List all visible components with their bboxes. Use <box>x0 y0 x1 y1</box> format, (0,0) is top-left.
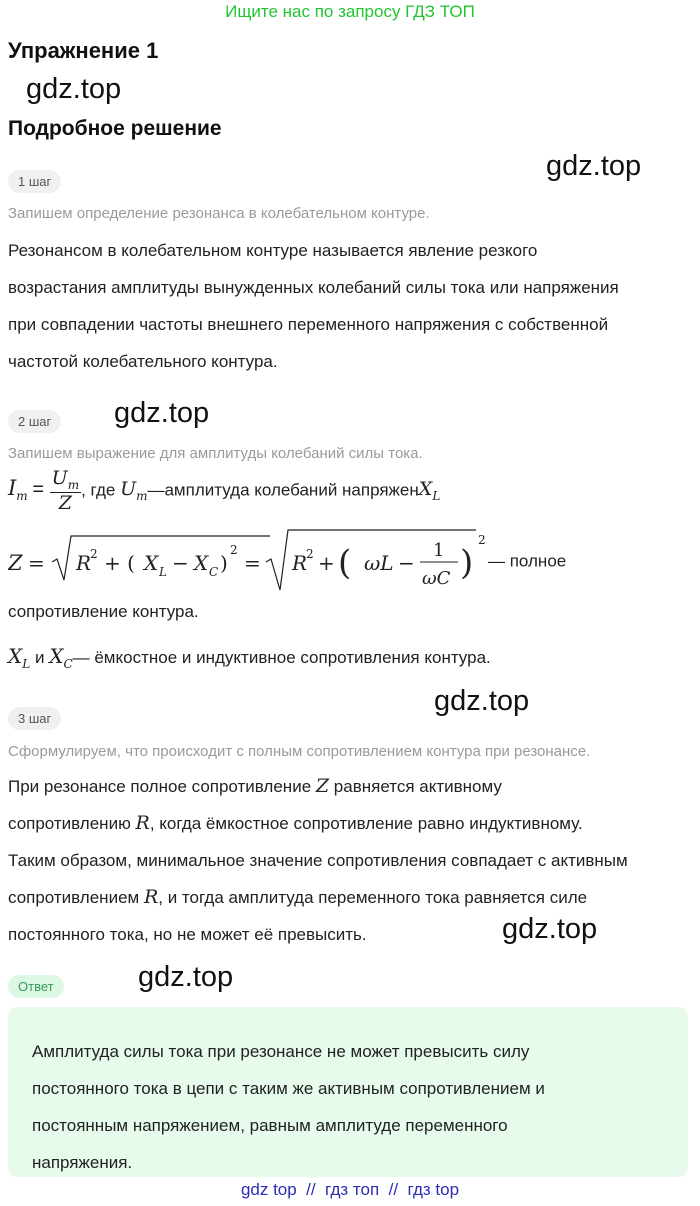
impedance-formula-svg <box>8 528 488 596</box>
watermark: gdz.top <box>114 397 210 429</box>
formula-impedance-cont: сопротивление контура. <box>8 602 199 621</box>
svg-text:X: X <box>194 551 209 575</box>
svg-text:ωC: ωC <box>422 568 451 589</box>
svg-text:R: R <box>292 551 308 575</box>
svg-text:+ (: + ( <box>104 551 135 575</box>
svg-text:−: − <box>398 551 415 575</box>
step-text-1 <box>8 232 694 380</box>
svg-text:X: X <box>144 551 159 575</box>
text-line: Резонансом в колебательном контуре называется явление резкого <box>8 241 538 260</box>
text-line: при совпадении частоты внешнего переменного напряжения с собственной <box>8 315 609 334</box>
watermark: gdz.top <box>26 73 122 105</box>
text-line: сопротивлением R, и тогда амплитуда переменного тока равняется силе <box>8 886 588 908</box>
text-line: постоянного тока, но не может её превысить. <box>8 925 367 944</box>
svg-text:2: 2 <box>306 547 314 561</box>
text-line: сопротивлению R, когда ёмкостное сопротивление равно индуктивному. <box>8 812 583 834</box>
text-line: напряжения. <box>32 1153 133 1172</box>
svg-text:R: R <box>76 551 92 575</box>
answer-text <box>32 1033 652 1181</box>
step-badge-3: 3 шаг <box>8 707 61 730</box>
watermark: gdz.top <box>138 961 234 993</box>
svg-text:2: 2 <box>230 543 238 557</box>
svg-text:=: = <box>28 551 45 575</box>
formula-impedance: Z = R 2 + ( X L − X C ) 2 = R 2 + ( ωL − 1 ωC ) 2 — полное <box>8 528 566 596</box>
svg-text:1: 1 <box>433 540 445 561</box>
page-title: Упражнение 1 <box>8 38 159 63</box>
step-hint-2: Запишем выражение для амплитуды колебаний силы тока. <box>8 445 423 462</box>
svg-text:2: 2 <box>478 533 486 547</box>
answer-badge: Ответ <box>8 975 64 998</box>
svg-text:L: L <box>159 565 167 579</box>
svg-text:): ) <box>460 543 474 583</box>
svg-text:(: ( <box>338 543 352 583</box>
svg-text:2: 2 <box>90 547 98 561</box>
svg-text:+: + <box>318 551 335 575</box>
footer-links[interactable]: gdz top // гдз топ // гдз top <box>240 1180 460 1199</box>
step-hint-3: Сформулируем, что происходит с полным сопротивлением контура при резонансе. <box>8 743 591 760</box>
text-line: частотой колебательного контура. <box>8 352 278 371</box>
text-line: При резонансе полное сопротивление Z равняется активному <box>8 775 502 797</box>
watermark: gdz.top <box>502 913 598 945</box>
formula-reactances: $X_L$ и $X_C—$ ёмкостное и индуктивное сопротивления контура. <box>8 644 491 671</box>
text-line: постоянного тока в цепи с таким же активным сопротивлением и <box>32 1079 545 1098</box>
svg-text:): ) <box>220 551 228 575</box>
watermark: gdz.top <box>546 150 642 182</box>
svg-text:C: C <box>209 565 219 579</box>
section-title: Подробное решение <box>8 117 222 140</box>
text-line: Таким образом, минимальное значение сопротивления совпадает с активным <box>8 851 628 870</box>
text-line: возрастания амплитуды вынужденных колебаний силы тока или напряжения <box>8 278 619 297</box>
text-line: Амплитуда силы тока при резонансе не может превысить силу <box>32 1042 530 1061</box>
svg-text:Z: Z <box>8 551 23 575</box>
formula-current-amplitude: $I_m$ = $\frac{U_m}{Z}$ , где $U_m—амплитуда$ колебаний напряженX$_L$ <box>8 467 441 514</box>
watermark: gdz.top <box>434 685 530 717</box>
step-badge-2: 2 шаг <box>8 410 61 433</box>
text-line: постоянным напряжением, равным амплитуде переменного <box>32 1116 508 1135</box>
svg-text:=: = <box>244 551 261 575</box>
step-badge-1: 1 шаг <box>8 170 61 193</box>
svg-text:ωL: ωL <box>364 551 394 575</box>
svg-text:−: − <box>172 551 189 575</box>
search-banner[interactable]: Ищите нас по запросу ГДЗ ТОП <box>225 2 475 21</box>
step-hint-1: Запишем определение резонанса в колебательном контуре. <box>8 205 430 222</box>
